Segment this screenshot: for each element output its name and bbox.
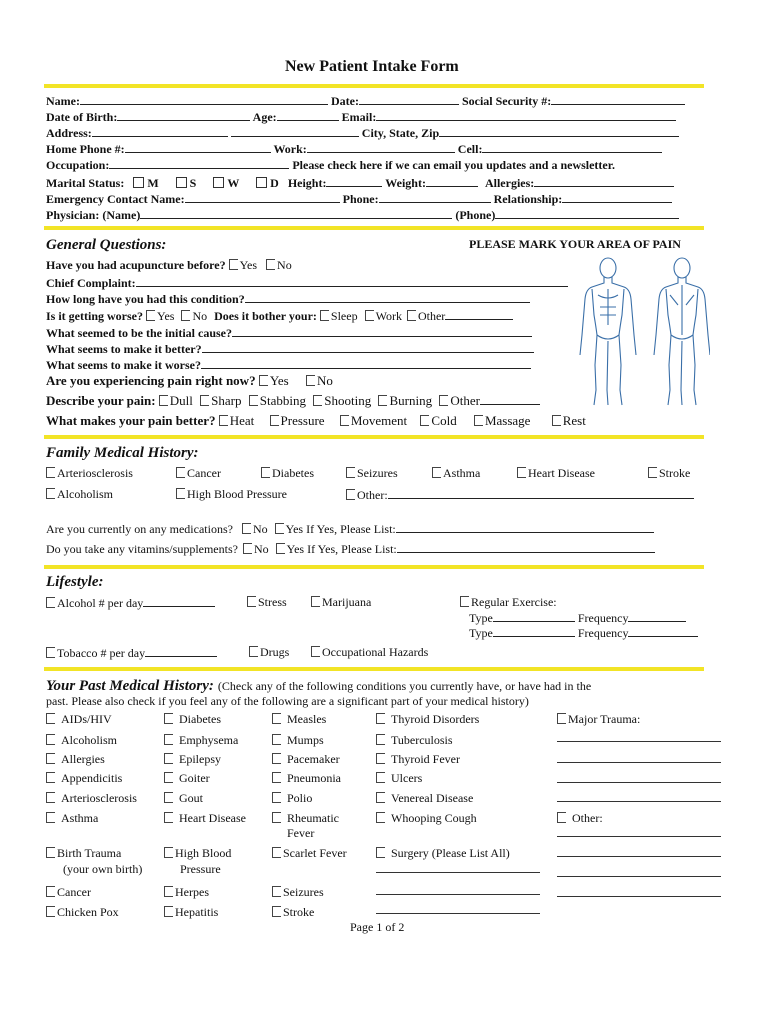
drugs-row: Drugs <box>249 645 289 660</box>
demographics-row-1: Name: Date: Social Security #: <box>46 93 685 109</box>
past-item-sub: Pressure <box>180 862 221 876</box>
major-trauma-line[interactable] <box>557 801 721 802</box>
tobacco-field[interactable] <box>145 645 217 657</box>
allergies-field[interactable] <box>534 175 674 187</box>
acupuncture-no-checkbox[interactable] <box>266 259 275 270</box>
divider <box>44 435 704 439</box>
major-trauma-row: Major Trauma: <box>557 712 640 727</box>
chief-complaint-field[interactable] <box>136 275 568 287</box>
body-pain-diagram[interactable] <box>570 255 710 415</box>
family-stroke-checkbox[interactable] <box>648 467 657 478</box>
family-diabetes-checkbox[interactable] <box>261 467 270 478</box>
better-field[interactable] <box>202 341 534 353</box>
pain-now-row: Are you experiencing pain right now? Yes No <box>46 373 333 388</box>
major-trauma-line[interactable] <box>557 782 721 783</box>
dob-field[interactable] <box>117 109 250 121</box>
past-item: Thyroid Fever <box>376 752 460 767</box>
seizures-checkbox[interactable] <box>272 886 281 897</box>
better-heat-checkbox[interactable] <box>219 415 228 426</box>
pain-other-checkbox[interactable] <box>439 395 448 406</box>
vitamins-no-checkbox[interactable] <box>243 543 252 554</box>
name-field[interactable] <box>80 93 328 105</box>
home-phone-field[interactable] <box>125 141 271 153</box>
bother-other-field[interactable] <box>445 308 513 320</box>
past-item: Surgery (Please List All) <box>376 846 510 861</box>
past-condition-checkbox[interactable] <box>164 792 173 803</box>
other-line[interactable] <box>557 836 721 837</box>
pain-sharp-checkbox[interactable] <box>200 395 209 406</box>
exercise-frequency-field-2[interactable] <box>628 625 698 637</box>
cancer-checkbox[interactable] <box>46 886 55 897</box>
past-item: Emphysema <box>164 733 238 748</box>
vitamins-row: Do you take any vitamins/supplements? No Yes If Yes, Please List: <box>46 541 655 557</box>
bother-other-checkbox[interactable] <box>407 310 416 321</box>
family-seizures-checkbox[interactable] <box>346 467 355 478</box>
major-trauma-line[interactable] <box>557 762 721 763</box>
better-pressure-checkbox[interactable] <box>270 415 279 426</box>
divider <box>44 84 704 88</box>
city-state-zip-field[interactable] <box>439 125 679 137</box>
ssn-field[interactable] <box>551 93 685 105</box>
high-blood-pressure-checkbox[interactable] <box>164 847 173 858</box>
demographics-row-3: Address: City, State, Zip <box>46 125 679 141</box>
other-line[interactable] <box>557 896 721 897</box>
cell-phone-field[interactable] <box>482 141 662 153</box>
family-item: Cancer <box>176 466 221 481</box>
past-condition-checkbox[interactable] <box>272 713 281 724</box>
marital-m-checkbox[interactable] <box>133 177 144 188</box>
exercise-type-field[interactable] <box>493 610 575 622</box>
occupational-checkbox[interactable] <box>311 646 320 657</box>
past-item: Whooping Cough <box>376 811 477 826</box>
pain-burning-checkbox[interactable] <box>378 395 387 406</box>
family-item: Seizures <box>346 466 398 481</box>
emergency-phone-field[interactable] <box>379 191 491 203</box>
family-item: Asthma <box>432 466 480 481</box>
family-cancer-checkbox[interactable] <box>176 467 185 478</box>
past-item: Cancer <box>46 885 91 900</box>
medications-list-field[interactable] <box>396 521 654 533</box>
surgery-line[interactable] <box>376 913 540 914</box>
occupation-field[interactable] <box>109 157 289 169</box>
past-item: Gout <box>164 791 203 806</box>
past-item: Rheumatic <box>272 811 339 826</box>
exercise-type-row-1: Type Frequency <box>469 610 686 626</box>
past-item: Birth Trauma <box>46 846 121 861</box>
how-long-field[interactable] <box>245 291 530 303</box>
past-item: Arteriosclerosis <box>46 791 137 806</box>
pain-area-label: PLEASE MARK YOUR AREA OF PAIN <box>469 237 681 251</box>
tobacco-row: Tobacco # per day <box>46 645 217 661</box>
worse2-field[interactable] <box>201 357 531 369</box>
past-condition-checkbox[interactable] <box>46 734 55 745</box>
marijuana-checkbox[interactable] <box>311 596 320 607</box>
surgery-line[interactable] <box>376 872 540 873</box>
past-item: Diabetes <box>164 712 221 727</box>
past-history-intro-2: past. Please also check if you feel any of the following are a significant part of your medical history) <box>46 694 529 708</box>
pain-dull-checkbox[interactable] <box>159 395 168 406</box>
past-condition-checkbox[interactable] <box>376 713 385 724</box>
tobacco-checkbox[interactable] <box>46 647 55 658</box>
physician-name-field[interactable] <box>140 207 452 219</box>
past-condition-checkbox[interactable] <box>164 753 173 764</box>
past-condition-checkbox[interactable] <box>376 753 385 764</box>
divider <box>44 565 704 569</box>
past-item: Thyroid Disorders <box>376 712 479 727</box>
family-heading: Family Medical History: <box>46 445 199 461</box>
relationship-field[interactable] <box>562 191 672 203</box>
alcohol-row: Alcohol # per day <box>46 595 215 611</box>
date-field[interactable] <box>359 93 459 105</box>
past-condition-checkbox[interactable] <box>46 753 55 764</box>
past-item: Allergies <box>46 752 105 767</box>
emergency-contact-field[interactable] <box>185 191 340 203</box>
better-cold-checkbox[interactable] <box>420 415 429 426</box>
past-item: Venereal Disease <box>376 791 473 806</box>
past-item: Seizures <box>272 885 324 900</box>
worse-yes-checkbox[interactable] <box>146 310 155 321</box>
height-field[interactable] <box>326 175 382 187</box>
past-item: Goiter <box>164 771 210 786</box>
stress-row: Stress <box>247 595 287 610</box>
past-condition-checkbox[interactable] <box>376 792 385 803</box>
divider <box>44 226 704 230</box>
demographics-row-7: Emergency Contact Name: Phone: Relationship: <box>46 191 672 207</box>
bother-sleep-checkbox[interactable] <box>320 310 329 321</box>
cause-row: What seemed to be the initial cause? <box>46 325 532 341</box>
demographics-row-4: Home Phone #: Work: Cell: <box>46 141 662 157</box>
past-condition-checkbox[interactable] <box>272 753 281 764</box>
past-item: Heart Disease <box>164 811 246 826</box>
past-item: Chicken Pox <box>46 905 119 920</box>
other-line[interactable] <box>557 876 721 877</box>
exercise-checkbox[interactable] <box>460 596 469 607</box>
demographics-row-8: Physician: (Name) (Phone) <box>46 207 679 223</box>
family-item: Diabetes <box>261 466 314 481</box>
past-condition-checkbox[interactable] <box>376 812 385 823</box>
pain-other-field[interactable] <box>480 393 540 405</box>
past-history-intro-1: (Check any of the following conditions you currently have, or have had in the <box>217 679 592 693</box>
cause-field[interactable] <box>232 325 532 337</box>
family-item: Heart Disease <box>517 466 595 481</box>
better-massage-checkbox[interactable] <box>474 415 483 426</box>
pain-shooting-checkbox[interactable] <box>313 395 322 406</box>
past-item-sub: Fever <box>287 826 315 840</box>
marital-d-checkbox[interactable] <box>256 177 267 188</box>
how-long-row: How long have you had this condition? <box>46 291 530 307</box>
past-condition-checkbox[interactable] <box>164 734 173 745</box>
better-row: What seems to make it better? <box>46 341 534 357</box>
medications-no-checkbox[interactable] <box>242 523 251 534</box>
marital-s-checkbox[interactable] <box>176 177 187 188</box>
past-item: Pneumonia <box>272 771 341 786</box>
email-field[interactable] <box>376 109 676 121</box>
pain-now-no-checkbox[interactable] <box>306 375 315 386</box>
past-item: Appendicitis <box>46 771 122 786</box>
stroke-checkbox[interactable] <box>272 906 281 917</box>
past-item: Hepatitis <box>164 905 218 920</box>
front-body-figure <box>580 258 636 405</box>
past-condition-checkbox[interactable] <box>272 812 281 823</box>
exercise-row: Regular Exercise: <box>460 595 557 610</box>
chief-complaint-row: Chief Complaint: <box>46 275 568 291</box>
birth-trauma-checkbox[interactable] <box>46 847 55 858</box>
acupuncture-question: Have you had acupuncture before? Yes No <box>46 258 292 272</box>
past-condition-checkbox[interactable] <box>46 713 55 724</box>
family-item: High Blood Pressure <box>176 487 287 502</box>
family-item: Arteriosclerosis <box>46 466 133 481</box>
past-condition-checkbox[interactable] <box>272 772 281 783</box>
demographics-row-6: Marital Status: M S W D Height: Weight: Allergies: <box>46 175 674 191</box>
stress-checkbox[interactable] <box>247 596 256 607</box>
better-rest-checkbox[interactable] <box>552 415 561 426</box>
weight-field[interactable] <box>426 175 478 187</box>
other-row: Other: <box>557 811 603 826</box>
demographics-row-5: Occupation: Please check here if we can email you updates and a newsletter. <box>46 158 615 172</box>
describe-row: Describe your pain: Dull Sharp Stabbing Shooting Burning Other <box>46 393 540 409</box>
worse-no-checkbox[interactable] <box>181 310 190 321</box>
exercise-frequency-field[interactable] <box>628 610 686 622</box>
address-field[interactable] <box>92 125 228 137</box>
past-condition-checkbox[interactable] <box>164 812 173 823</box>
past-condition-checkbox[interactable] <box>376 772 385 783</box>
vitamins-yes-checkbox[interactable] <box>276 543 285 554</box>
past-item: AIDs/HIV <box>46 712 112 727</box>
past-item: Epilepsy <box>164 752 221 767</box>
past-item-sub: (your own birth) <box>63 862 143 876</box>
vitamins-list-field[interactable] <box>397 541 655 553</box>
family-alcoholism-checkbox[interactable] <box>46 488 55 499</box>
family-other-checkbox[interactable] <box>346 489 355 500</box>
major-trauma-line[interactable] <box>557 741 721 742</box>
bother-work-checkbox[interactable] <box>365 310 374 321</box>
worse2-row: What seems to make it worse? <box>46 357 531 373</box>
herpes-checkbox[interactable] <box>164 886 173 897</box>
lifestyle-heading: Lifestyle: <box>46 574 104 590</box>
past-item: Asthma <box>46 811 98 826</box>
past-item: Stroke <box>272 905 314 920</box>
past-item: Tuberculosis <box>376 733 453 748</box>
exercise-type-field-2[interactable] <box>493 625 575 637</box>
past-item: Herpes <box>164 885 209 900</box>
family-item: Alcoholism <box>46 487 113 502</box>
family-item: Stroke <box>648 466 690 481</box>
worse-row: Is it getting worse? Yes No Does it bother your: Sleep Work Other <box>46 308 513 324</box>
past-condition-checkbox[interactable] <box>164 713 173 724</box>
marijuana-row: Marijuana <box>311 595 371 610</box>
address-field-2[interactable] <box>231 125 359 137</box>
exercise-type-row-2: Type Frequency <box>469 625 698 641</box>
surgery-line[interactable] <box>376 894 540 895</box>
age-field[interactable] <box>277 109 339 121</box>
general-heading: General Questions: <box>46 237 167 253</box>
past-item: Ulcers <box>376 771 422 786</box>
divider <box>44 667 704 671</box>
past-item: High Blood <box>164 846 231 861</box>
scarlet-fever-checkbox[interactable] <box>272 847 281 858</box>
pain-stabbing-checkbox[interactable] <box>249 395 258 406</box>
back-body-figure <box>654 258 710 405</box>
other-line[interactable] <box>557 856 721 857</box>
medications-yes-checkbox[interactable] <box>275 523 284 534</box>
work-phone-field[interactable] <box>307 141 455 153</box>
past-condition-checkbox[interactable] <box>46 792 55 803</box>
family-other-field[interactable] <box>388 487 694 499</box>
past-item: Mumps <box>272 733 324 748</box>
alcohol-checkbox[interactable] <box>46 597 55 608</box>
past-item: Polio <box>272 791 312 806</box>
marital-w-checkbox[interactable] <box>213 177 224 188</box>
past-history-heading-row <box>46 677 591 695</box>
past-condition-checkbox[interactable] <box>46 812 55 823</box>
family-arteriosclerosis-checkbox[interactable] <box>46 467 55 478</box>
past-item: Scarlet Fever <box>272 846 347 861</box>
page-title: New Patient Intake Form <box>285 58 459 75</box>
chicken-pox-checkbox[interactable] <box>46 906 55 917</box>
past-history-heading: Your Past Medical History: <box>46 678 214 694</box>
past-condition-checkbox[interactable] <box>272 734 281 745</box>
past-item: Measles <box>272 712 326 727</box>
alcohol-field[interactable] <box>143 595 215 607</box>
surgery-checkbox[interactable] <box>376 847 385 858</box>
past-item: Pacemaker <box>272 752 340 767</box>
family-asthma-checkbox[interactable] <box>432 467 441 478</box>
better-movement-checkbox[interactable] <box>340 415 349 426</box>
family-hbp-checkbox[interactable] <box>176 488 185 499</box>
past-condition-checkbox[interactable] <box>164 772 173 783</box>
past-item: Alcoholism <box>46 733 117 748</box>
drugs-checkbox[interactable] <box>249 646 258 657</box>
past-condition-checkbox[interactable] <box>46 772 55 783</box>
family-item: Other: <box>346 487 694 503</box>
page-footer: Page 1 of 2 <box>350 920 405 934</box>
physician-phone-field[interactable] <box>495 207 679 219</box>
family-heart-checkbox[interactable] <box>517 467 526 478</box>
past-condition-checkbox[interactable] <box>272 792 281 803</box>
hepatitis-checkbox[interactable] <box>164 906 173 917</box>
past-condition-checkbox[interactable] <box>376 734 385 745</box>
occupational-row: Occupational Hazards <box>311 645 428 660</box>
pain-now-yes-checkbox[interactable] <box>259 375 268 386</box>
acupuncture-yes-checkbox[interactable] <box>229 259 238 270</box>
major-trauma-checkbox[interactable] <box>557 713 566 724</box>
makes-better-row: What makes your pain better? Heat Pressure Movement Cold Massage Rest <box>46 413 586 428</box>
medications-row: Are you currently on any medications? No Yes If Yes, Please List: <box>46 521 654 537</box>
past-other-checkbox[interactable] <box>557 812 566 823</box>
demographics-row-2: Date of Birth: Age: Email: <box>46 109 676 125</box>
